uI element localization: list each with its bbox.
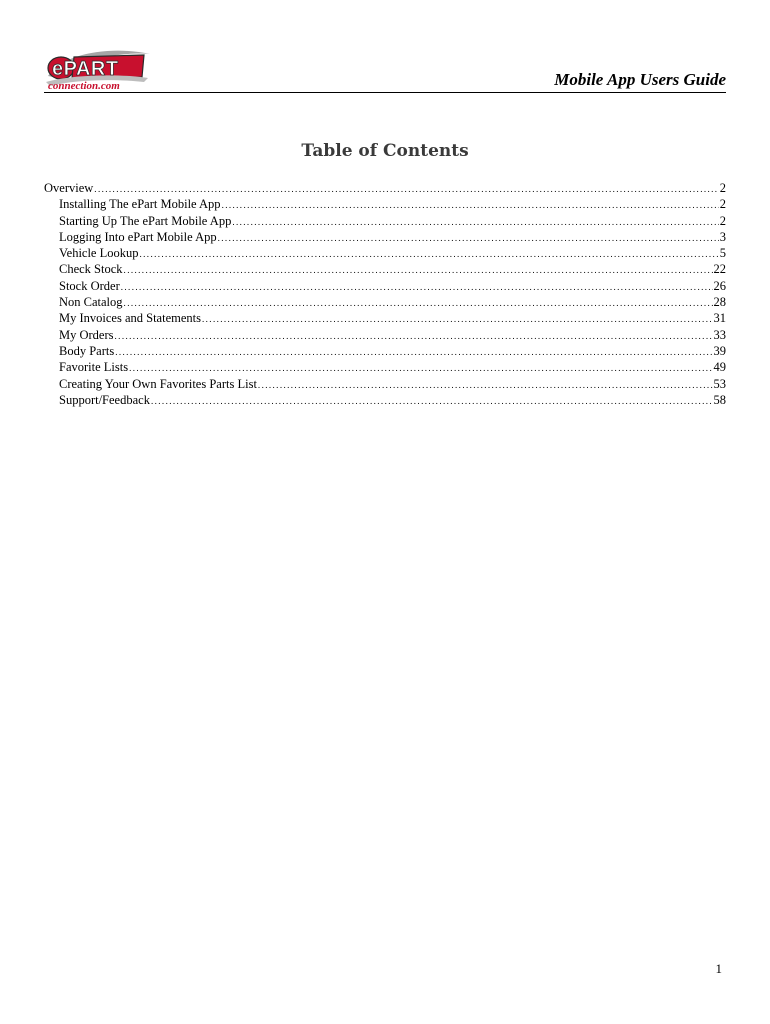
- toc-entry-page: 39: [713, 343, 726, 358]
- toc-entry-page: 58: [713, 392, 726, 407]
- toc-heading: Table of Contents: [301, 141, 469, 161]
- toc-entry-label: Logging Into ePart Mobile App: [59, 229, 217, 244]
- epart-connection-logo: [44, 44, 164, 90]
- toc-entry-page: 26: [713, 278, 726, 293]
- toc-entry-label: My Orders: [59, 327, 114, 342]
- toc-dot-leader: [222, 197, 719, 213]
- toc-entry[interactable]: [44, 343, 726, 359]
- toc-entry-page: 33: [713, 327, 726, 342]
- toc-entry[interactable]: [44, 376, 726, 392]
- table-of-contents: [44, 180, 726, 408]
- toc-dot-leader: [140, 246, 719, 262]
- toc-entry-page: 2: [719, 197, 726, 212]
- toc-entry-label: My Invoices and Statements: [59, 311, 201, 326]
- toc-entry[interactable]: [44, 213, 726, 229]
- toc-entry-page: 2: [719, 181, 726, 195]
- toc-entry-page: 3: [719, 229, 726, 244]
- toc-dot-leader: [202, 311, 713, 327]
- toc-entry[interactable]: [44, 229, 726, 245]
- toc-entry-page: 5: [719, 246, 726, 261]
- toc-entry[interactable]: [44, 310, 726, 326]
- logo-sub-text: connection.com: [48, 80, 120, 90]
- toc-entry-page: 31: [713, 311, 726, 326]
- toc-entry-label: Vehicle Lookup: [59, 246, 139, 261]
- toc-entry-label: Support/Feedback: [59, 392, 150, 407]
- toc-entry[interactable]: [44, 294, 726, 310]
- toc-entry-label: Installing The ePart Mobile App: [59, 197, 221, 212]
- toc-entry-label: Non Catalog: [59, 295, 123, 310]
- toc-dot-leader: [115, 328, 713, 344]
- toc-entry-label: Stock Order: [59, 278, 120, 293]
- toc-entry[interactable]: [44, 180, 726, 196]
- toc-entry[interactable]: [44, 359, 726, 375]
- toc-entry[interactable]: [44, 245, 726, 261]
- toc-entry-label: Overview: [44, 181, 94, 195]
- toc-entry-page: 49: [713, 360, 726, 375]
- toc-dot-leader: [129, 360, 712, 376]
- toc-entry-label: Favorite Lists: [59, 360, 129, 375]
- toc-entry-page: 2: [719, 213, 726, 228]
- toc-dot-leader: [124, 262, 713, 278]
- guide-title: Mobile App Users Guide: [554, 70, 726, 89]
- toc-entry-page: 28: [713, 295, 726, 310]
- toc-entry[interactable]: [44, 392, 726, 408]
- toc-dot-leader: [151, 393, 713, 409]
- toc-entry[interactable]: [44, 278, 726, 294]
- toc-dot-leader: [121, 279, 713, 295]
- page-header: [44, 44, 726, 93]
- toc-dot-leader: [232, 214, 718, 230]
- toc-dot-leader: [94, 181, 718, 197]
- toc-dot-leader: [218, 230, 719, 246]
- toc-dot-leader: [115, 344, 712, 360]
- logo-brand-text: ePART: [52, 58, 119, 80]
- toc-entry[interactable]: [44, 327, 726, 343]
- toc-entry-page: 22: [713, 262, 726, 277]
- toc-entry[interactable]: [44, 196, 726, 212]
- toc-entry-label: Body Parts: [59, 343, 115, 358]
- toc-dot-leader: [124, 295, 713, 311]
- toc-entry-label: Starting Up The ePart Mobile App: [59, 213, 232, 228]
- toc-entry-page: 53: [713, 376, 726, 391]
- toc-entry[interactable]: [44, 261, 726, 277]
- toc-entry-label: Creating Your Own Favorites Parts List: [59, 376, 257, 391]
- toc-dot-leader: [258, 377, 713, 393]
- page-number: 1: [715, 961, 722, 976]
- toc-entry-label: Check Stock: [59, 262, 123, 277]
